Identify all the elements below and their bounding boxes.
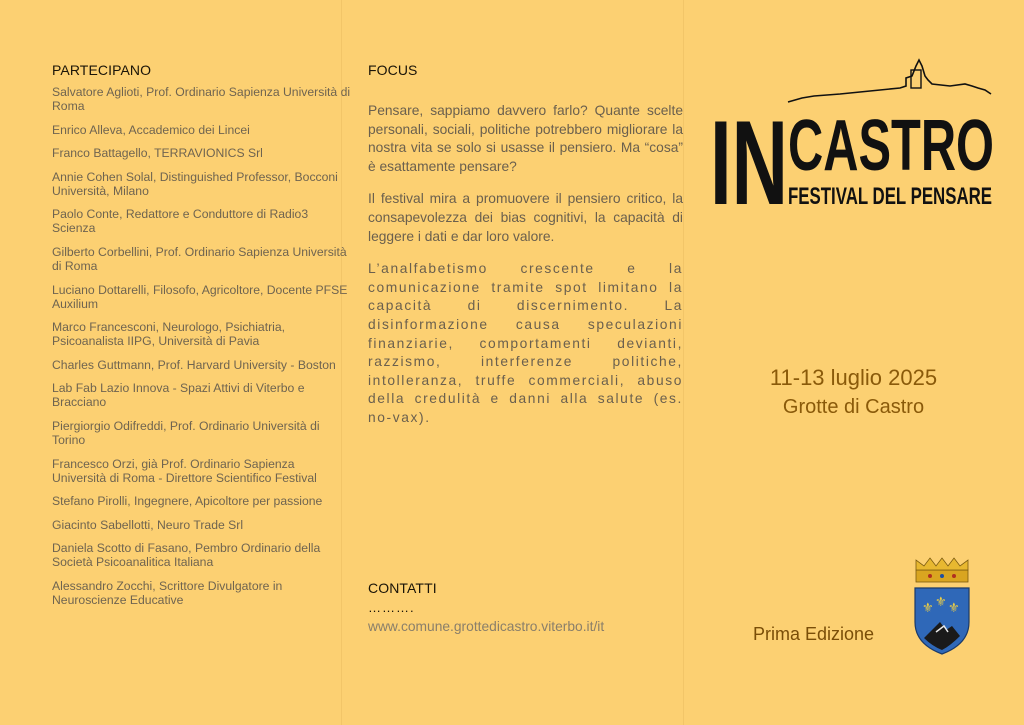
participant-item: Franco Battagello, TERRAVIONICS Srl bbox=[52, 146, 263, 161]
participants-heading: PARTECIPANO bbox=[52, 62, 152, 78]
participant-item: Luciano Dottarelli, Filosofo, Agricoltore, Docente PFSE Auxilium bbox=[52, 282, 348, 311]
svg-text:⚜: ⚜ bbox=[922, 601, 934, 616]
focus-text bbox=[368, 102, 683, 442]
event-dates: 11-13 luglio 2025 bbox=[769, 365, 938, 390]
logo-castro: CASTRO bbox=[788, 106, 994, 186]
event-info bbox=[683, 364, 1024, 420]
edition-label: Prima Edizione bbox=[753, 624, 875, 644]
participant-item: Alessandro Zocchi, Scrittore Divulgatore in Neuroscienze Educative bbox=[52, 578, 283, 607]
participant-item: Charles Guttmann, Prof. Harvard University - Boston bbox=[52, 357, 336, 372]
participant-item: Gilberto Corbellini, Prof. Ordinario Sapienza Università di Roma bbox=[52, 244, 347, 273]
participant-item: Daniela Scotto di Fasano, Pembro Ordinario della Società Psicoanalitica Italiana bbox=[52, 541, 321, 570]
town-skyline-icon bbox=[788, 60, 991, 102]
participant-item: Enrico Alleva, Accademico dei Lincei bbox=[52, 122, 250, 137]
contacts-placeholder: ………. bbox=[368, 600, 415, 615]
svg-text:⚜: ⚜ bbox=[935, 595, 947, 610]
focus-paragraph: L’analfabetismo crescente e la comunicazione tramite spot limitano la capacità di discernimento. La disinformazione causa speculazioni finanziarie, comportamenti devianti, razzismo, interferenze politiche, intolleranza, truffe commerciali, abuso della credulità e danni alla salute (es. no-vax). bbox=[368, 261, 683, 425]
logo-in: IN bbox=[710, 96, 788, 210]
focus-paragraph: Il festival mira a promuovere il pensiero critico, la consapevolezza dei bias cognitivi, la capacità di leggere i dati e dar loro valore. bbox=[368, 191, 683, 244]
event-location: Grotte di Castro bbox=[782, 396, 925, 418]
participant-item: Francesco Orzi, già Prof. Ordinario Sapienza Università di Roma - Direttore Scientifico Festival bbox=[52, 456, 317, 485]
crown-icon bbox=[916, 558, 968, 582]
focus-paragraph: Pensare, sappiamo davvero farlo? Quante scelte personali, sociali, politiche potrebbero migliorare la nostra vita se solo si usasse il pensiero. Ma “cosa” è esattamente pensare? bbox=[368, 103, 683, 174]
participant-item: Lab Fab Lazio Innova - Spazi Attivi di Viterbo e Bracciano bbox=[52, 381, 305, 410]
participant-item: Stefano Pirolli, Ingegnere, Apicoltore per passione bbox=[52, 494, 323, 509]
participant-item: Piergiorgio Odifreddi, Prof. Ordinario Università di Torino bbox=[52, 418, 320, 447]
festival-logo bbox=[710, 58, 1000, 210]
participant-item: Giacinto Sabellotti, Neuro Trade Srl bbox=[52, 517, 244, 532]
participant-item: Paolo Conte, Redattore e Conduttore di Radio3 Scienza bbox=[52, 207, 309, 236]
participants-list bbox=[52, 85, 352, 617]
contacts-heading: CONTATTI bbox=[368, 580, 437, 596]
coat-of-arms-icon bbox=[910, 556, 974, 656]
participant-item: Annie Cohen Solal, Distinguished Professor, Bocconi Università, Milano bbox=[52, 169, 338, 198]
participant-item: Marco Francesconi, Neurologo, Psichiatria, Psicoanalista IIPG, Università di Pavia bbox=[52, 320, 286, 349]
participants-panel bbox=[0, 0, 351, 725]
logo-subtitle: FESTIVAL DEL PENSARE bbox=[788, 183, 992, 210]
svg-text:⚜: ⚜ bbox=[948, 601, 960, 616]
website-link[interactable]: www.comune.grottedicastro.viterbo.it/it bbox=[368, 619, 605, 634]
participant-item: Salvatore Aglioti, Prof. Ordinario Sapienza Università di Roma bbox=[52, 85, 351, 113]
focus-heading: FOCUS bbox=[368, 62, 418, 78]
